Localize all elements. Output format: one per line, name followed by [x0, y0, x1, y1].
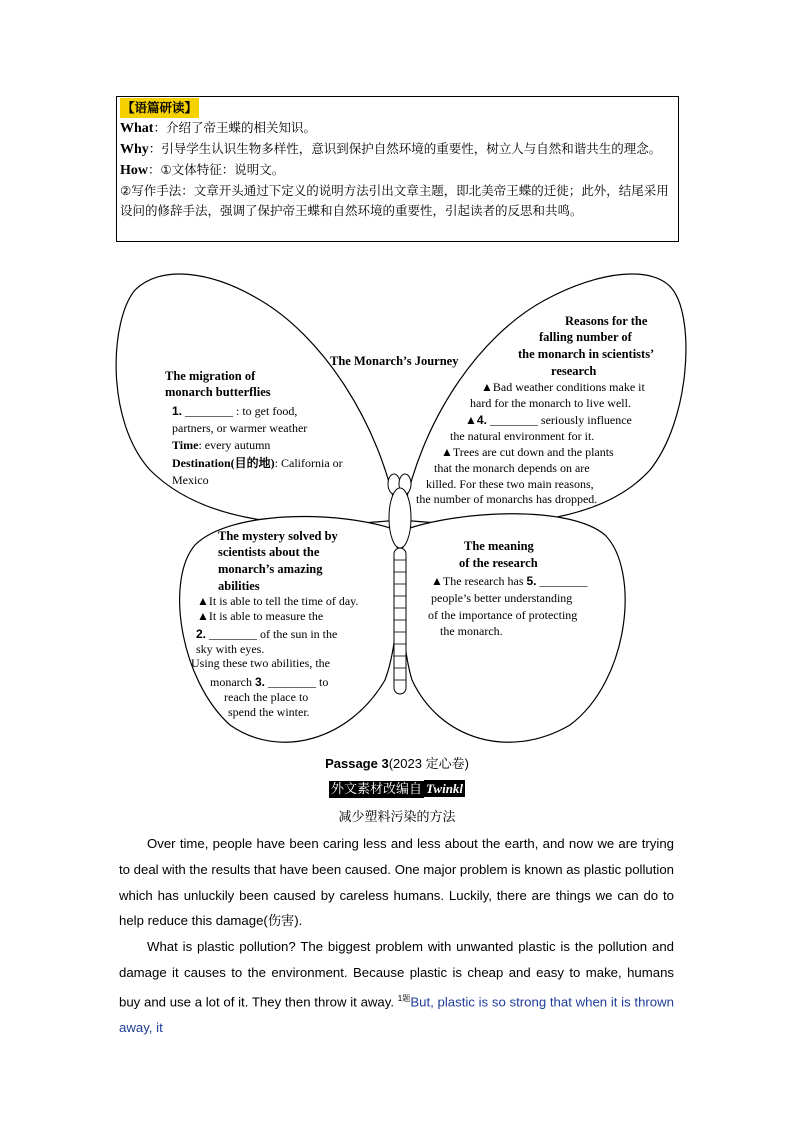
svg-text:people’s better understanding: people’s better understanding — [431, 591, 573, 605]
svg-text:research: research — [551, 364, 597, 378]
svg-text:1. ________ : to get food,: 1. ________ : to get food, — [172, 404, 298, 418]
what-line: What：介绍了帝王蝶的相关知识。 — [120, 120, 316, 136]
svg-text:▲Bad weather conditions make i: ▲Bad weather conditions make it — [481, 380, 645, 394]
svg-text:Time: every autumn: Time: every autumn — [172, 438, 271, 452]
svg-text:hard for the monarch to live w: hard for the monarch to live well. — [470, 396, 631, 410]
svg-text:spend the winter.: spend the winter. — [228, 705, 310, 719]
passage-title: Passage 3(2023 定心卷) — [325, 756, 469, 771]
analysis-title: 【语篇研读】 — [120, 98, 199, 118]
passage-cn-title: 减少塑料污染的方法 — [338, 810, 456, 825]
svg-text:monarch butterflies: monarch butterflies — [165, 385, 271, 399]
upper-left-wing — [116, 274, 398, 524]
svg-text:falling number of: falling number of — [539, 330, 632, 344]
svg-text:▲4. ________ seriously influen: ▲4. ________ seriously influence — [465, 413, 632, 427]
svg-text:The mystery solved by: The mystery solved by — [218, 529, 338, 543]
svg-text:2. ________ of the sun in the: 2. ________ of the sun in the — [196, 627, 338, 641]
butterfly-thorax — [389, 488, 411, 548]
svg-text:The migration of: The migration of — [165, 369, 256, 383]
svg-text:Using these two abilities, t: Using these two abilities, the — [191, 656, 330, 670]
svg-text:▲Trees are cut down and the pl: ▲Trees are cut down and the plants — [441, 445, 614, 459]
paragraph-2: What is plastic pollution? The biggest problem with unwanted plastic is the pollution and damage it causes to the environment. Because plastic is cheap and easy to make, humans buy and use a lot of it. They then throw it away. $^{1题}$But, plastic is so strong that when it is thrown away, it — [119, 939, 675, 1035]
svg-text:The meaning: The meaning — [464, 539, 534, 553]
svg-text:the monarch in scientists’: the monarch in scientists’ — [518, 347, 655, 361]
svg-text:▲It is able to tell the time o: ▲It is able to tell the time of day. — [197, 594, 359, 608]
svg-text:the natural environment for it: the natural environment for it. — [450, 429, 595, 443]
svg-text:▲It is able to measure the: ▲It is able to measure the — [197, 609, 324, 623]
svg-text:scientists about the: scientists about the — [218, 545, 320, 559]
technique-line: ②写作手法：文章开头通过下定义的说明方法引出文章主题，即北美帝王蝶的迁徙；此外，结尾采用设问的修辞手法，强调了保护帝王蝶和自然环境的重要性，引起读者的反思和共鸣。 — [120, 183, 669, 218]
svg-text:killed. For these two main rea: killed. For these two main reasons, — [426, 477, 594, 491]
svg-text:▲The research has 5. ________: ▲The research has 5. ________ — [431, 574, 588, 588]
how-line: How：①文体特征：说明文。 — [120, 162, 285, 178]
passage-source: 外文素材改编自 Twinkl — [330, 781, 464, 797]
butterfly-abdomen — [394, 548, 406, 694]
diagram-title: The Monarch’s Journey — [330, 354, 459, 368]
svg-text:the number of monarchs has dr: the number of monarchs has dropped. — [416, 492, 598, 506]
svg-text:abilities: abilities — [218, 579, 260, 593]
svg-text:Reasons for the: Reasons for the — [565, 314, 648, 328]
svg-text:monarch 3. ________ to: monarch 3. ________ to — [210, 675, 329, 689]
svg-text:of the research: of the research — [459, 556, 538, 570]
svg-text:monarch’s amazing: monarch’s amazing — [218, 562, 323, 576]
svg-text:partners, or warmer weather: partners, or warmer weather — [172, 421, 308, 435]
passage-body — [119, 831, 674, 1041]
svg-text:Destination(目的地): California o: Destination(目的地): California or — [172, 456, 343, 470]
svg-text:sky with eyes.: sky with eyes. — [196, 642, 265, 656]
svg-text:that the monarch depends on ar: that the monarch depends on are — [434, 461, 590, 475]
why-line: Why：引导学生认识生物多样性，意识到保护自然环境的重要性，树立人与自然和谐共生的理念。 — [120, 141, 662, 157]
svg-text:of the importance of protectin: of the importance of protecting — [428, 608, 578, 622]
paragraph-1: Over time, people have been caring less and less about the earth, and now we are trying to deal with the results that have been caused. One major problem is known as plastic pollution which has unluckily been caused by careless humans. Luckily, there are things we can do to help reduce this damage(伤害). — [119, 836, 674, 929]
svg-text:Mexico: Mexico — [172, 473, 209, 487]
svg-text:reach the place to: reach the place to — [224, 690, 309, 704]
svg-text:the monarch.: the monarch. — [440, 624, 503, 638]
